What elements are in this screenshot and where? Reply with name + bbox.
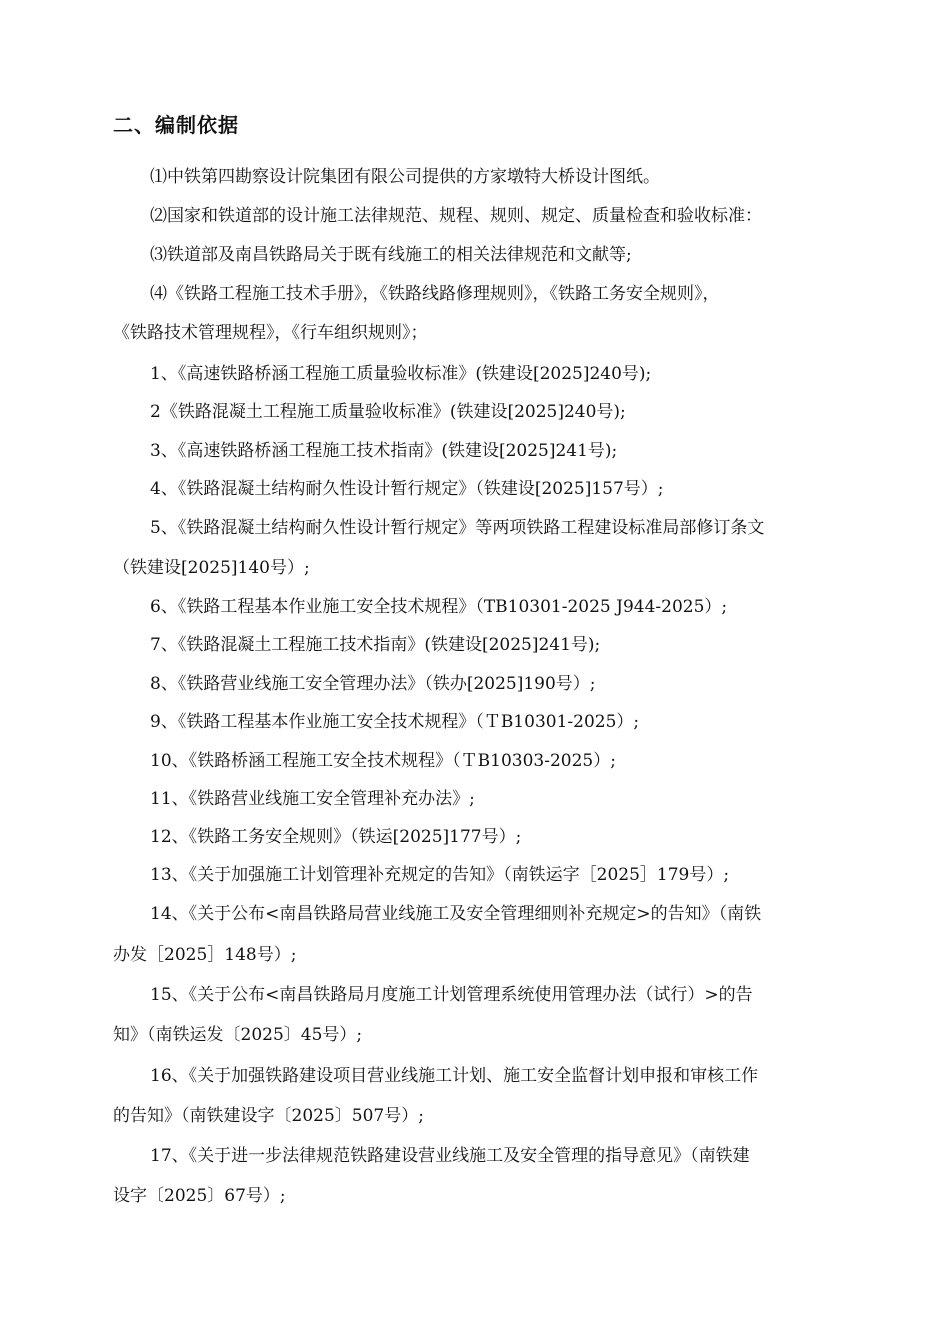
basis-line: 知》（南铁运发〔2025〕45号）; <box>113 1025 363 1045</box>
basis-line: 3、《高速铁路桥涵工程施工技术指南》(铁建设[2025]241号); <box>150 441 618 461</box>
basis-line: 9、《铁路工程基本作业施工安全技术规程》（ＴB10301-2025）; <box>150 712 640 732</box>
basis-line: （铁建设[2025]140号）; <box>113 558 310 578</box>
basis-line: 设字〔2025〕67号）; <box>113 1186 286 1206</box>
basis-line: 10、《铁路桥涵工程施工安全技术规程》（ＴB10303-2025）; <box>150 751 616 771</box>
basis-line: 《铁路技术管理规程》，《行车组织规则》； <box>113 323 428 343</box>
basis-line: 7、《铁路混凝土工程施工技术指南》(铁建设[2025]241号); <box>150 635 601 655</box>
basis-line: 16、《关于加强铁路建设项目营业线施工计划、施工安全监督计划申报和审核工作 <box>150 1066 759 1086</box>
basis-line: 4、《铁路混凝土结构耐久性设计暂行规定》（铁建设[2025]157号）; <box>150 479 664 499</box>
basis-line: 6、《铁路工程基本作业施工安全技术规程》（TB10301-2025 J944-2025）; <box>150 597 728 617</box>
basis-line: 15、《关于公布<南昌铁路局月度施工计划管理系统使用管理办法（试行）>的告 <box>150 985 753 1005</box>
basis-line: ⑶铁道部及南昌铁路局关于既有线施工的相关法律规范和文献等; <box>150 245 632 265</box>
basis-line: 8、《铁路营业线施工安全管理办法》（铁办[2025]190号）; <box>150 674 596 694</box>
basis-line: 的告知》（南铁建设字〔2025〕507号）; <box>113 1106 424 1126</box>
basis-line: 1、《高速铁路桥涵工程施工质量验收标准》(铁建设[2025]240号); <box>150 364 652 384</box>
basis-line: ⑴中铁第四勘察设计院集团有限公司提供的方家墩特大桥设计图纸。 <box>150 167 660 187</box>
basis-line: ⑵国家和铁道部的设计施工法律规范、规程、规则、规定、质量检查和验收标准： <box>150 206 762 226</box>
basis-line: 办发［2025］148号）; <box>113 945 297 965</box>
basis-line: ⑷《铁路工程施工技术手册》，《铁路线路修理规则》，《铁路工务安全规则》， <box>150 284 720 304</box>
basis-line: 2《铁路混凝土工程施工质量验收标准》(铁建设[2025]240号); <box>150 402 626 422</box>
basis-line: 13、《关于加强施工计划管理补充规定的告知》（南铁运字［2025］179号）; <box>150 865 730 885</box>
basis-line: 12、《铁路工务安全规则》（铁运[2025]177号）; <box>150 827 522 847</box>
section-heading: 二、编制依据 <box>113 113 239 137</box>
basis-line: 14、《关于公布<南昌铁路局营业线施工及安全管理细则补充规定>的告知》（南铁 <box>150 904 762 924</box>
basis-line: 17、《关于进一步法律规范铁路建设营业线施工及安全管理的指导意见》（南铁建 <box>150 1146 750 1166</box>
basis-line: 5、《铁路混凝土结构耐久性设计暂行规定》等两项铁路工程建设标准局部修订条文 <box>150 518 765 538</box>
basis-line: 11、《铁路营业线施工安全管理补充办法》; <box>150 789 475 809</box>
